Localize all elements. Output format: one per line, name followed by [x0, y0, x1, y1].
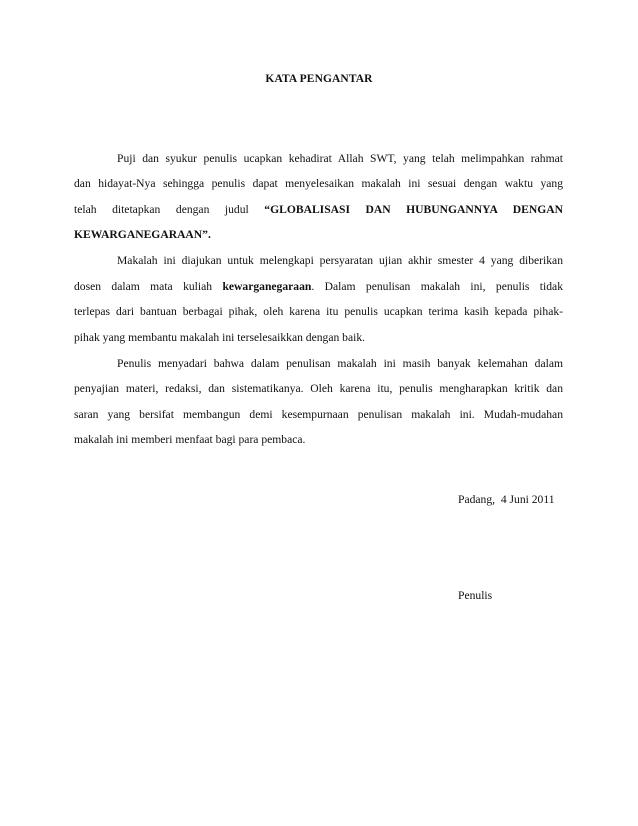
paper-title-part-2: KEWARGANEGARAAN”. [74, 228, 211, 241]
paragraph-1-line-2: dan hidayat-Nya sehingga penulis dapat menyelesaikan makalah ini sesuai dengan waktu yang [74, 177, 563, 190]
paragraph-2-line-2-text-a: dosen dalam mata kuliah [74, 280, 223, 293]
author-signature: Penulis [458, 589, 493, 602]
paragraph-3-line-3: saran yang bersifat membangun demi kesempurnaan penulisan makalah ini. Mudah-mudahan [74, 408, 563, 421]
paragraph-3-line-4: makalah ini memberi menfaat bagi para pembaca. [74, 433, 306, 446]
paper-title-part-1: “GLOBALISASI DAN HUBUNGANNYA DENGAN [264, 203, 563, 216]
paragraph-2-line-1: Makalah ini diajukan untuk melengkapi persyaratan ujian akhir smester 4 yang diberikan [117, 254, 563, 267]
paragraph-2-line-2-text-c: . Dalam penulisan makalah ini, penulis tidak [311, 280, 563, 293]
paragraph-2-line-4: pihak yang membantu makalah ini terselesaikkan dengan baik. [74, 331, 366, 344]
course-name: kewarganegaraan [222, 280, 312, 293]
page-title: KATA PENGANTAR [265, 73, 373, 85]
paragraph-1-line-1: Puji dan syukur penulis ucapkan kehadirat Allah SWT, yang telah melimpahkan rahmat [117, 152, 563, 165]
paragraph-1-line-3-text: telah ditetapkan dengan judul [74, 203, 265, 216]
paragraph-3-line-2: penyajian materi, redaksi, dan sistematikanya. Oleh karena itu, penulis mengharapkan kritik dan [74, 382, 563, 395]
paragraph-2-line-2 [74, 280, 563, 294]
place-date: Padang, 4 Juni 2011 [458, 493, 555, 506]
paragraph-3-line-1: Penulis menyadari bahwa dalam penulisan makalah ini masih banyak kelemahan dalam [117, 357, 563, 370]
paragraph-2-line-3: terlepas dari bantuan berbagai pihak, oleh karena itu penulis ucapkan terima kasih kepada pihak- [74, 305, 563, 318]
paragraph-1-line-3 [74, 203, 563, 217]
